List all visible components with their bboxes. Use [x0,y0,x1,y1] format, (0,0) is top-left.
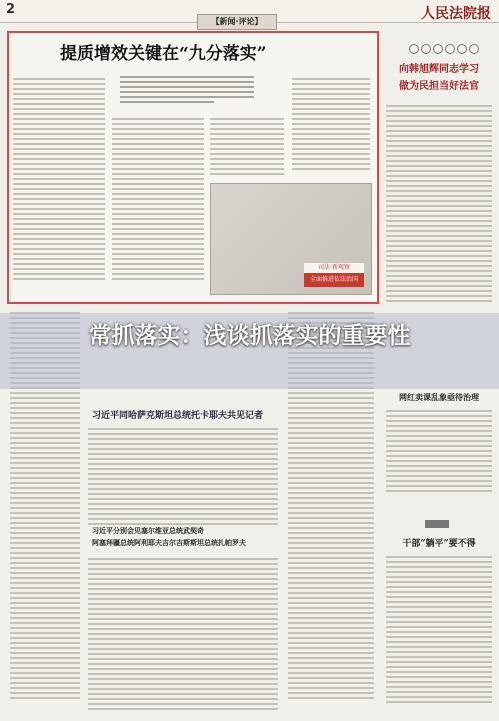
featured-column-1 [13,78,105,283]
right-text-2 [386,410,492,495]
photo-logo: 全面推进依法治国 [304,273,364,287]
lower-article-1-text [88,428,278,528]
featured-column-3 [210,118,284,178]
featured-column-2 [112,118,204,283]
right-title-2: 做为民担当好法官 [399,81,479,92]
opinion-tag [425,520,449,528]
lower-article-2-text [88,558,278,713]
right-text-1 [386,105,492,305]
lower-article-title-1: 习近平同哈萨克斯坦总统托卡耶夫共见记者 [92,411,264,421]
article-lead [120,76,254,106]
page-number: 2 [6,2,16,17]
right-title-1: 向韩旭辉同志学习 [399,64,479,75]
section-tag: 【新闻·评论】 [197,14,277,30]
overlay-headline: 常抓落实：浅谈抓落实的重要性 [88,323,411,349]
lower-article-title-2b: 阿塞拜疆总统阿利耶夫吉尔吉斯斯坦总统扎帕罗夫 [92,538,246,547]
lower-article-title-2a: 习近平分别会见塞尔维亚总统武契奇 [92,526,204,535]
featured-article-title: 提质增效关键在“九分落实” [60,44,267,64]
right-text-3 [386,556,492,706]
right-title-4: 干部“躺平”要不得 [402,539,476,549]
featured-column-4 [292,78,370,173]
photo-logo-top: 司法·新观察 [304,263,364,273]
right-title-3: 网红卖课乱象亟待治理 [399,392,479,402]
masthead: 人民法院报 [421,6,491,22]
decorative-circles [409,44,479,54]
